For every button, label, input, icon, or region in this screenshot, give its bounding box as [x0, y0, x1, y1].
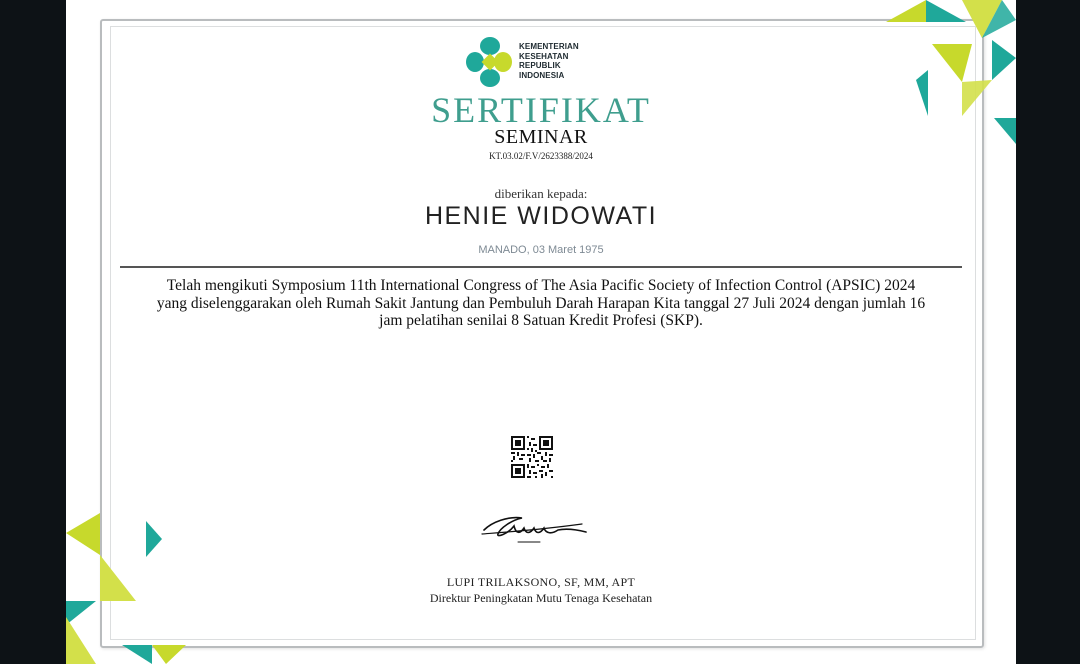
certificate-body-text: Telah mengikuti Symposium 11th International Congress of The Asia Pacific Society of Infection Control (APSIC) 2024 yang diselenggarakan oleh Rumah Sakit Jantung dan Pembuluh Darah Harapan Kita tanggal 27 Juli 2024 dengan jumlah 16 jam pelatihan senilai 8 Satuan Kredit Profesi (SKP). — [156, 277, 926, 329]
recipient-name: HENIE WIDOWATI — [424, 202, 658, 230]
signature — [478, 504, 590, 548]
signatory-position: Direktur Peningkatan Mutu Tenaga Kesehatan — [429, 591, 653, 605]
certificate-page — [66, 0, 1016, 664]
signatory-name: LUPI TRILAKSONO, SF, MM, APT — [446, 575, 636, 589]
given-to-label: diberikan kepada: — [494, 186, 588, 201]
qr-code[interactable] — [511, 436, 553, 478]
ministry-logo — [462, 34, 602, 90]
ministry-name: KEMENTERIAN KESEHATAN REPUBLIK INDONESIA — [519, 42, 579, 80]
ministry-emblem-icon — [462, 34, 516, 90]
certificate-subtitle: SEMINAR — [494, 126, 588, 148]
recipient-birth-info: MANADO, 03 Maret 1975 — [478, 244, 604, 256]
certificate-number: KT.03.02/F.V/2623388/2024 — [489, 151, 593, 161]
divider-line — [120, 266, 962, 268]
certificate-title: SERTIFIKAT — [431, 90, 651, 130]
